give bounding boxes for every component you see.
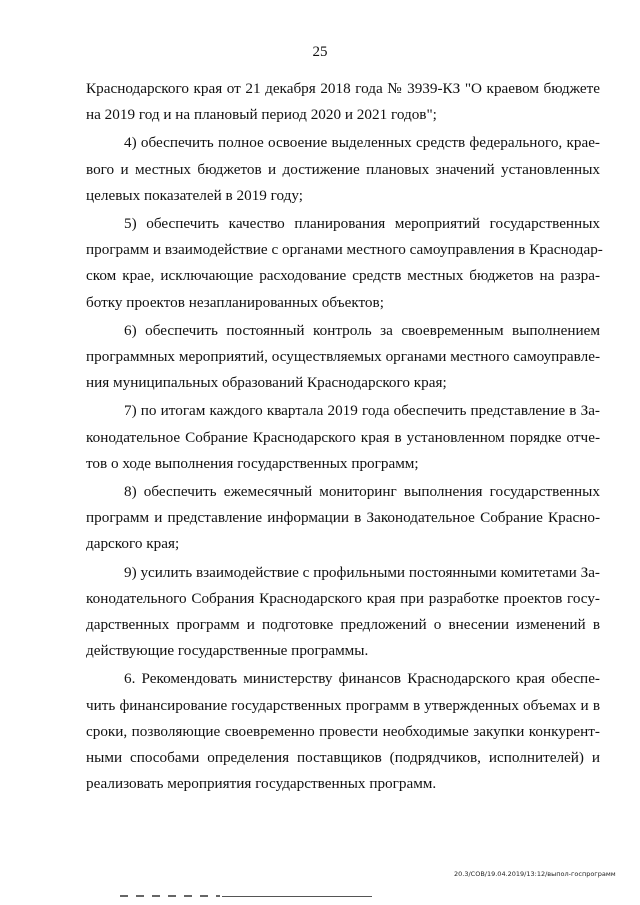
paragraph-line: чить финансирование государственных программ в утвержденных объемах и в [86, 696, 600, 714]
document-body [86, 76, 603, 797]
paragraph [86, 318, 600, 397]
paragraph-line: 6. Рекомендовать министерству финансов Краснодарского края обеспе- [124, 670, 600, 688]
paragraph [86, 479, 600, 558]
paragraph [86, 211, 603, 316]
paragraph-line: 4) обеспечить полное освоение выделенных средств федерального, крае- [124, 134, 600, 152]
paragraph-line: Краснодарского края от 21 декабря 2018 года № 3939-КЗ "О краевом бюджете [86, 80, 600, 97]
paragraph-line: вого и местных бюджетов и достижение плановых значений установленных [86, 160, 600, 178]
paragraph-line: реализовать мероприятия государственных программ. [86, 775, 437, 793]
paragraph-line: ботку проектов незапланированных объектов; [86, 293, 384, 311]
paragraph-line: программ и взаимодействие с органами местного самоуправления в Краснодар- [86, 241, 603, 259]
paragraph-line: конодательного Собрания Краснодарского края при разработке проектов госу- [86, 589, 600, 607]
paragraph-line: 7) по итогам каждого квартала 2019 года обеспечить представление в За- [124, 402, 600, 420]
paragraph-line: тов о ходе выполнения государственных программ; [86, 454, 419, 472]
paragraph [86, 560, 600, 665]
paragraph-line: 9) усилить взаимодействие с профильными постоянными комитетами За- [124, 563, 600, 581]
paragraph-line: 5) обеспечить качество планирования мероприятий государственных [124, 215, 600, 233]
paragraph-line: 8) обеспечить ежемесячный мониторинг выполнения государственных [124, 483, 600, 501]
paragraph-line: ными способами определения поставщиков (подрядчиков, исполнителей) и [86, 749, 600, 767]
paragraph-line: дарственных программ и подготовке предложений о внесении изменений в [86, 616, 600, 634]
paragraph-line: конодательное Собрание Краснодарского края в установленном порядке отче- [86, 428, 600, 446]
paragraph-line: дарского края; [86, 535, 180, 553]
paragraph [86, 398, 600, 477]
paragraph-line: программных мероприятий, осуществляемых органами местного самоуправле- [86, 348, 600, 366]
scan-artifact-dashes [120, 895, 220, 897]
paragraph [86, 130, 600, 209]
paragraph [86, 76, 600, 128]
paragraph-line: программ и представление информации в Законодательное Собрание Красно- [86, 509, 600, 527]
paragraph-line: целевых показателей в 2019 году; [86, 186, 304, 204]
paragraph-line: ском крае, исключающие расходование средств местных бюджетов на разра- [86, 267, 600, 285]
scan-artifact-rule [222, 896, 372, 897]
paragraph-line: на 2019 год и на плановый период 2020 и 2021 годов"; [86, 106, 437, 124]
paragraph-line: действующие государственные программы. [86, 642, 369, 660]
paragraph-line: ния муниципальных образований Краснодарского края; [86, 374, 447, 392]
paragraph-line: 6) обеспечить постоянный контроль за своевременным выполнением [124, 321, 600, 339]
paragraph [86, 666, 600, 797]
page-number: 25 [312, 44, 328, 60]
footer-document-code: 20.3/СОВ/19.04.2019/13:12/выпол-госпрограмм [454, 870, 616, 878]
paragraph-line: сроки, позволяющие своевременно провести необходимые закупки конкурент- [86, 722, 600, 740]
